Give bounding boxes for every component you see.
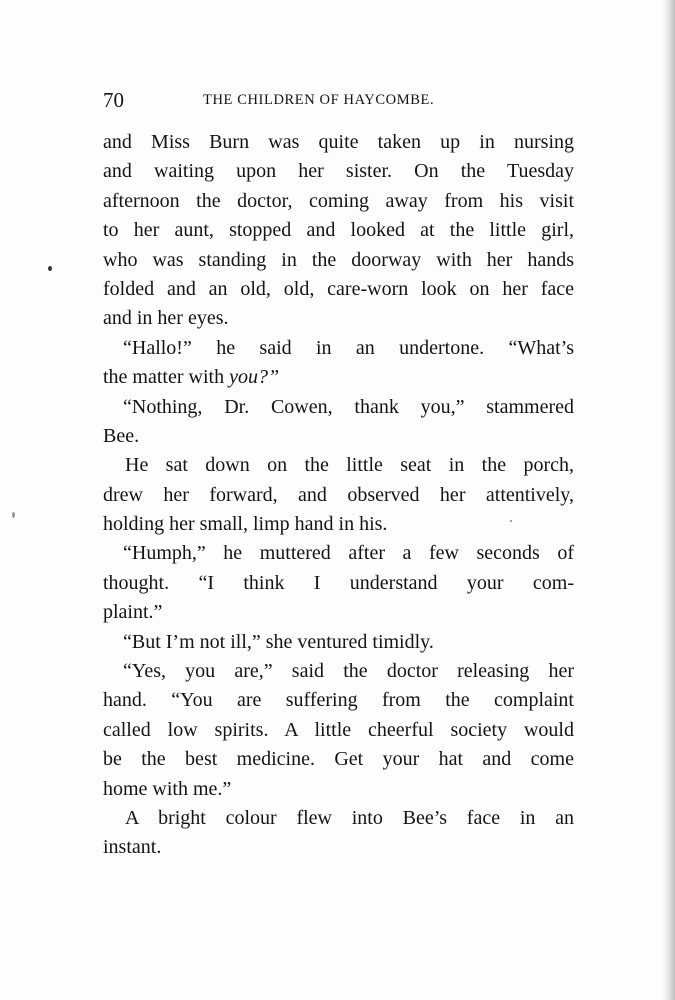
text-line-start: the matter with: [103, 366, 225, 389]
text-line: “Yes, you are,” said the doctor releasing her: [123, 660, 574, 683]
text-line: and Miss Burn was quite taken up in nursing: [103, 131, 574, 153]
text-line: called low spirits. A little cheerful society would: [103, 718, 574, 741]
text-line: “Hallo!” he said in an undertone. “What’s: [123, 336, 574, 359]
text-line: drew her forward, and observed her attentively,: [103, 483, 574, 506]
text-line: “Nothing, Dr. Cowen, thank you,” stammered: [123, 395, 574, 418]
text-line: plaint.”: [103, 601, 163, 624]
text-line: to her aunt, stopped and looked at the little girl,: [103, 219, 574, 242]
text-line: A bright colour flew into Bee’s face in an: [125, 806, 574, 829]
text-line: who was standing in the doorway with her hands: [103, 248, 574, 271]
body-text: [103, 128, 574, 863]
ink-speck: [12, 512, 15, 518]
text-line: be the best medicine. Get your hat and come: [103, 748, 574, 771]
text-line: Bee.: [103, 424, 140, 447]
text-line: “Humph,” he muttered after a few seconds of: [123, 542, 574, 565]
text-line: and waiting upon her sister. On the Tuesday: [103, 160, 574, 183]
ink-speck: [510, 520, 512, 522]
text-line: hand. “You are suffering from the complaint: [103, 689, 574, 712]
text-line: “But I’m not ill,” she ventured timidly.: [123, 630, 434, 653]
page-edge-shadow: [661, 0, 675, 1000]
text-line: [103, 363, 574, 392]
text-line: afternoon the doctor, coming away from his visit: [103, 189, 574, 212]
text-line: instant.: [103, 836, 162, 859]
page-number: 70: [103, 88, 124, 112]
text-line: folded and an old, old, care-worn look on her face: [103, 277, 574, 300]
text-line: home with me.”: [103, 777, 232, 800]
text-line: and in her eyes.: [103, 307, 229, 330]
italic-word: you?”: [229, 366, 280, 389]
text-line: He sat down on the little seat in the porch,: [125, 454, 574, 477]
running-title: THE CHILDREN OF HAYCOMBE.: [203, 92, 435, 108]
page-header: [103, 88, 573, 114]
ink-speck: [48, 266, 52, 271]
text-line: thought. “I think I understand your com-: [103, 571, 574, 594]
text-line: holding her small, limp hand in his.: [103, 513, 388, 536]
